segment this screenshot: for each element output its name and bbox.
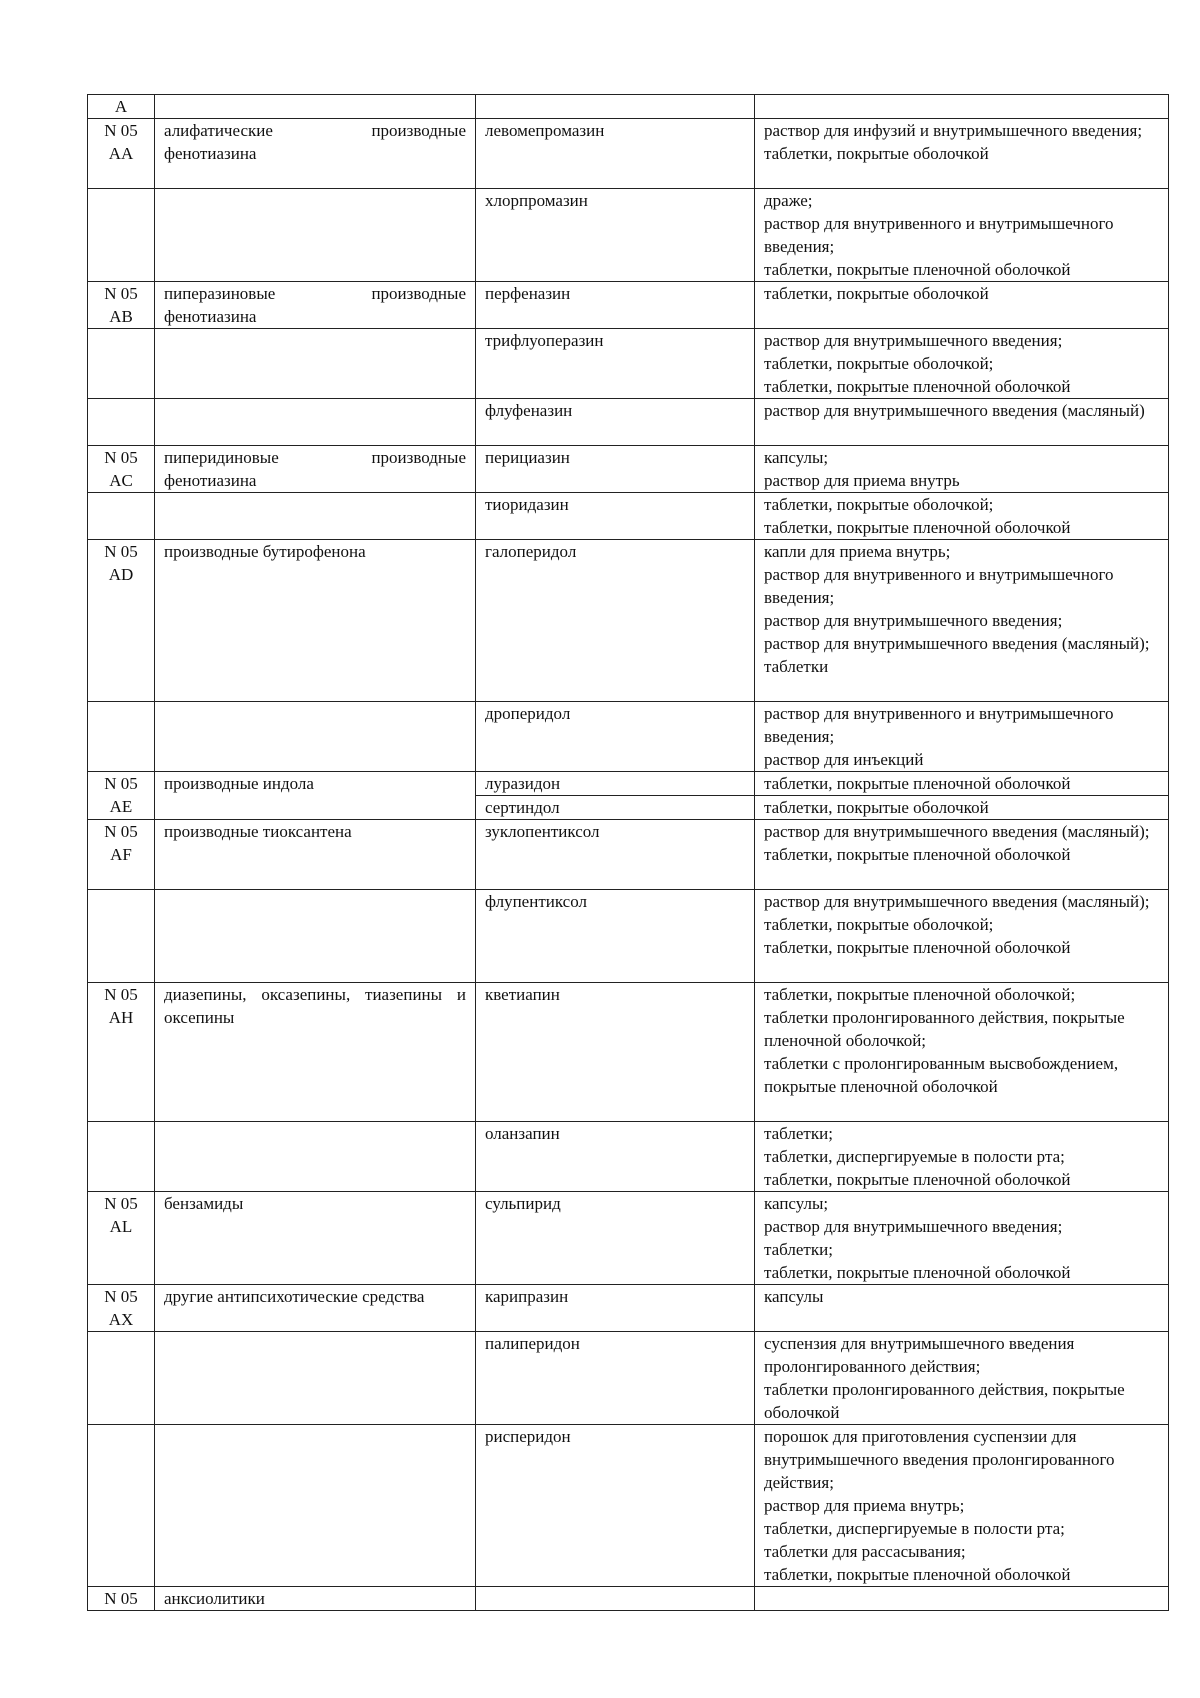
atc-code-cell	[88, 1425, 155, 1587]
atc-code-cell	[88, 702, 155, 772]
drug-name-cell: галоперидол	[476, 540, 755, 702]
dosage-form-cell: капли для приема внутрь; раствор для внутривенного и внутримышечного введения; раствор для внутримышечного введения; раствор для внутримышечного введения (масляный); таблетки	[755, 540, 1169, 702]
dosage-form-cell: таблетки, покрытые оболочкой	[755, 282, 1169, 329]
atc-code-cell: N 05	[88, 1587, 155, 1611]
drug-name-cell: палиперидон	[476, 1332, 755, 1425]
drug-name-cell: перициазин	[476, 446, 755, 493]
table-row	[88, 1587, 1169, 1611]
dosage-form-cell: капсулы; раствор для внутримышечного введения; таблетки; таблетки, покрытые пленочной оболочкой	[755, 1192, 1169, 1285]
group-name-cell	[155, 1122, 476, 1192]
dosage-form-cell: раствор для внутримышечного введения; таблетки, покрытые оболочкой; таблетки, покрытые пленочной оболочкой	[755, 329, 1169, 399]
table-row	[88, 399, 1169, 446]
group-name-cell: анксиолитики	[155, 1587, 476, 1611]
drug-table	[87, 94, 1169, 1611]
group-name-cell: производные тиоксантена	[155, 820, 476, 890]
dosage-form-cell: таблетки; таблетки, диспергируемые в полости рта; таблетки, покрытые пленочной оболочкой	[755, 1122, 1169, 1192]
group-name-cell: другие антипсихотические средства	[155, 1285, 476, 1332]
drug-name-cell: тиоридазин	[476, 493, 755, 540]
dosage-form-cell: раствор для внутривенного и внутримышечного введения; раствор для инъекций	[755, 702, 1169, 772]
atc-code-cell: N 05 AD	[88, 540, 155, 702]
drug-name-cell: хлорпромазин	[476, 189, 755, 282]
dosage-form-cell: таблетки, покрытые пленочной оболочкой; таблетки пролонгированного действия, покрытые пленочной оболочкой; таблетки с пролонгированным высвобождением, покрытые пленочной оболочкой	[755, 983, 1169, 1122]
table-row	[88, 1332, 1169, 1425]
group-name-cell: пиперидиновые производные фенотиазина	[155, 446, 476, 493]
atc-code-cell	[88, 890, 155, 983]
atc-code-cell: N 05 AL	[88, 1192, 155, 1285]
drug-name-cell: карипразин	[476, 1285, 755, 1332]
group-name-cell: алифатические производные фенотиазина	[155, 119, 476, 189]
dosage-form-cell: капсулы; раствор для приема внутрь	[755, 446, 1169, 493]
group-name-cell	[155, 1425, 476, 1587]
group-name-cell	[155, 329, 476, 399]
group-name-cell	[155, 493, 476, 540]
atc-code-cell: N 05 AC	[88, 446, 155, 493]
drug-name-cell: перфеназин	[476, 282, 755, 329]
drug-name-cell: флуфеназин	[476, 399, 755, 446]
dosage-form-cell	[755, 1587, 1169, 1611]
group-name-cell	[155, 189, 476, 282]
table-row	[88, 282, 1169, 329]
dosage-form-cell: капсулы	[755, 1285, 1169, 1332]
atc-code-cell	[88, 189, 155, 282]
drug-name-cell	[476, 1587, 755, 1611]
table-row	[88, 702, 1169, 772]
atc-code-cell: N 05 AH	[88, 983, 155, 1122]
drug-name-cell: левомепромазин	[476, 119, 755, 189]
table-row	[88, 119, 1169, 189]
drug-name-cell: сертиндол	[476, 796, 755, 820]
atc-code-cell	[88, 493, 155, 540]
atc-code-cell	[88, 329, 155, 399]
drug-name-cell: сульпирид	[476, 1192, 755, 1285]
table-row	[88, 1122, 1169, 1192]
table-row	[88, 890, 1169, 983]
drug-name-cell: флупентиксол	[476, 890, 755, 983]
drug-name-cell: дроперидол	[476, 702, 755, 772]
table-row	[88, 820, 1169, 890]
group-name-cell: производные бутирофенона	[155, 540, 476, 702]
table-row	[88, 493, 1169, 540]
table-row	[88, 540, 1169, 702]
table-row	[88, 95, 1169, 119]
atc-code-cell: N 05 AF	[88, 820, 155, 890]
table-row	[88, 446, 1169, 493]
drug-name-cell: зуклопентиксол	[476, 820, 755, 890]
atc-code-cell: A	[88, 95, 155, 119]
dosage-form-cell: раствор для внутримышечного введения (масляный)	[755, 399, 1169, 446]
table-row	[88, 1285, 1169, 1332]
dosage-form-cell: драже; раствор для внутривенного и внутримышечного введения; таблетки, покрытые пленочной оболочкой	[755, 189, 1169, 282]
drug-name-cell: трифлуоперазин	[476, 329, 755, 399]
drug-name-cell: рисперидон	[476, 1425, 755, 1587]
dosage-form-cell: таблетки, покрытые оболочкой	[755, 796, 1169, 820]
table-row	[88, 983, 1169, 1122]
dosage-form-cell: раствор для внутримышечного введения (масляный); таблетки, покрытые оболочкой; таблетки, покрытые пленочной оболочкой	[755, 890, 1169, 983]
drug-name-cell: луразидон	[476, 772, 755, 796]
dosage-form-cell: суспензия для внутримышечного введения пролонгированного действия; таблетки пролонгированного действия, покрытые оболочкой	[755, 1332, 1169, 1425]
dosage-form-cell: порошок для приготовления суспензии для внутримышечного введения пролонгированного действия; раствор для приема внутрь; таблетки, диспергируемые в полости рта; таблетки для рассасывания; таблетки, покрытые пленочной оболочкой	[755, 1425, 1169, 1587]
table-row	[88, 772, 1169, 796]
atc-code-cell: N 05 AE	[88, 772, 155, 820]
atc-code-cell	[88, 399, 155, 446]
table-row	[88, 1425, 1169, 1587]
group-name-cell	[155, 399, 476, 446]
group-name-cell: пиперазиновые производные фенотиазина	[155, 282, 476, 329]
atc-code-cell	[88, 1122, 155, 1192]
atc-code-cell	[88, 1332, 155, 1425]
dosage-form-cell: раствор для инфузий и внутримышечного введения; таблетки, покрытые оболочкой	[755, 119, 1169, 189]
group-name-cell: производные индола	[155, 772, 476, 820]
table-row	[88, 1192, 1169, 1285]
group-name-cell	[155, 95, 476, 119]
group-name-cell	[155, 1332, 476, 1425]
document-page	[87, 94, 1168, 1611]
dosage-form-cell	[755, 95, 1169, 119]
group-name-cell	[155, 890, 476, 983]
drug-name-cell	[476, 95, 755, 119]
dosage-form-cell: таблетки, покрытые оболочкой; таблетки, покрытые пленочной оболочкой	[755, 493, 1169, 540]
table-row	[88, 189, 1169, 282]
dosage-form-cell: раствор для внутримышечного введения (масляный); таблетки, покрытые пленочной оболочкой	[755, 820, 1169, 890]
group-name-cell: бензамиды	[155, 1192, 476, 1285]
atc-code-cell: N 05 AX	[88, 1285, 155, 1332]
drug-name-cell: кветиапин	[476, 983, 755, 1122]
group-name-cell	[155, 702, 476, 772]
drug-name-cell: оланзапин	[476, 1122, 755, 1192]
group-name-cell: диазепины, оксазепины, тиазепины и оксепины	[155, 983, 476, 1122]
atc-code-cell: N 05 AB	[88, 282, 155, 329]
atc-code-cell: N 05 AA	[88, 119, 155, 189]
table-row	[88, 329, 1169, 399]
dosage-form-cell: таблетки, покрытые пленочной оболочкой	[755, 772, 1169, 796]
